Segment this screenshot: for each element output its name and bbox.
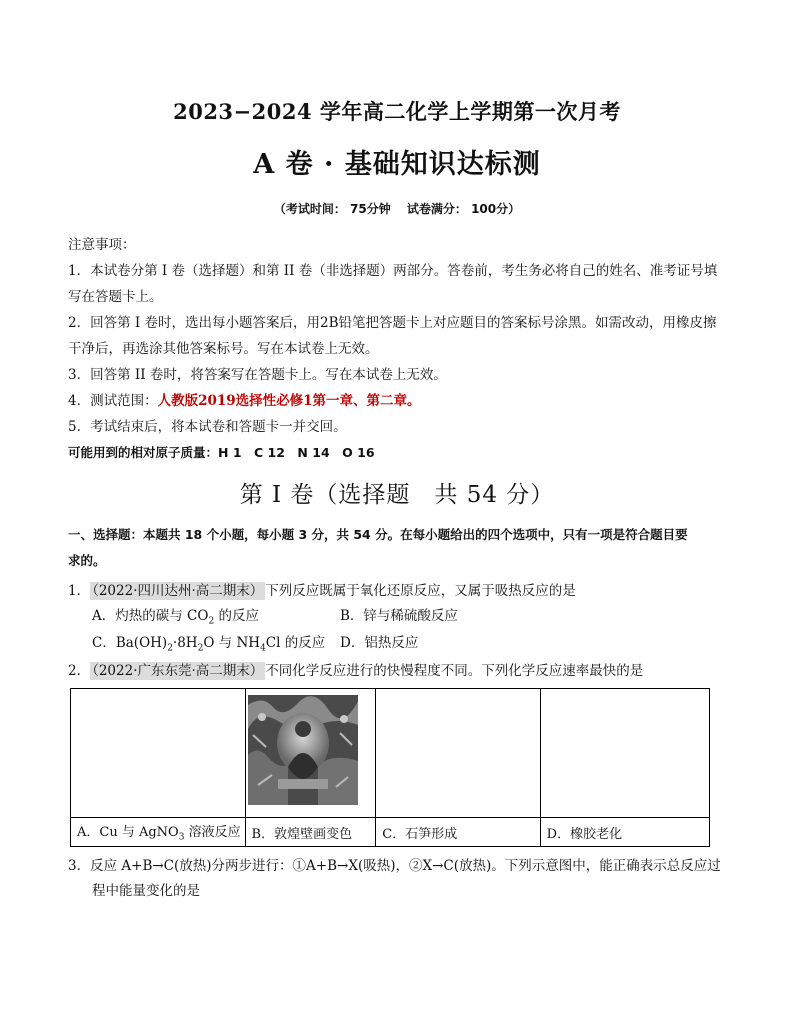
question-1-option-b: B．锌与稀硫酸反应 [340,608,458,624]
q1-c-sub3: 4 [260,643,266,654]
option-b-image-cell [245,689,376,818]
question-2-option-d: D．橡胶老化 [540,818,709,847]
note-5: 5．考试结束后，将本试卷和答题卡一并交回。 [68,419,347,435]
q1-c-end: Cl 的反应 [265,635,326,651]
note-1-line-2: 写在答题卡上。 [68,289,163,305]
q1-c-mid2: O 与 NH [203,635,261,651]
question-2-option-c: C．石笋形成 [376,818,540,847]
section-instructions-line-1: 一、选择题：本题共 18 个小题，每小题 3 分，共 54 分。在每小题给出的四个选项中，只有一项是符合题目要 [68,527,688,542]
question-3-line-1: 3．反应 A+B→C(放热)分两步进行：①A+B→X(吸热)，②X→C(放热)。下列示意图中，能正确表示总反应过 [68,858,721,874]
question-1-text: 下列反应既属于氧化还原反应，又属于吸热反应的是 [265,583,576,599]
atomic-mass-line: 可能用到的相对原子质量：H 1 C 12 N 14 O 16 [68,445,375,460]
question-1-stem [68,578,728,604]
note-2-line-2: 干净后，再选涂其他答案标号。写在本试卷上无效。 [68,341,379,357]
exam-subtitle: A 卷 · 基础知识达标测 [253,149,541,180]
q2-a-text: A．Cu 与 AgNO [77,825,179,841]
note-4 [68,388,728,414]
exam-title: 2023−2024 学年高二化学上学期第一次月考 [173,99,621,124]
option-a-image-cell [71,689,246,818]
q1-c-sub2: 2 [197,643,204,654]
note-4-prefix: 4．测试范围： [68,393,158,409]
option-c-image-cell [376,689,540,818]
question-2-option-a [71,818,246,847]
q1-a-text-end: 的反应 [214,608,259,624]
question-1-option-a [92,604,259,634]
note-1-line-1: 1．本试卷分第 I 卷（选择题）和第 II 卷（非选择题）两部分。答卷前，考生务必将自己的姓名、准考证号填 [68,263,718,279]
question-2-number: 2． [68,663,91,679]
question-1-number: 1． [68,583,91,599]
question-2-option-b: B．敦煌壁画变色 [245,818,376,847]
section-instructions-line-2: 求的。 [68,553,106,568]
section-title: 第 I 卷（选择题 共 54 分） [239,482,555,508]
exam-time-score: （考试时间： 75分钟 试卷满分： 100分） [273,202,521,216]
q2-a-sub: 3 [178,832,185,843]
question-3-line-2: 程中能量变化的是 [92,883,200,899]
dunhuang-mural-image [248,695,358,805]
notes-label: 注意事项： [68,237,136,253]
note-2-line-1: 2．回答第 I 卷时，选出每小题答案后，用2B铅笔把答题卡上对应题目的答案标号涂黑。如需改动，用橡皮擦 [68,315,717,331]
q1-a-sub: 2 [208,616,215,627]
question-1-option-d: D．铝热反应 [340,635,419,651]
q2-a-text-end: 溶液反应 [184,825,241,841]
q1-c-mid: ·8H [172,635,198,651]
option-d-image-cell [540,689,709,818]
q1-c-text: C．Ba(OH) [92,635,168,651]
question-2-options-table [70,688,710,847]
question-2-stem [68,658,728,684]
note-3: 3．回答第 II 卷时，将答案写在答题卡上。写在本试卷上无效。 [68,367,447,383]
question-2-source-tag: （2022·广东东莞·高二期末） [92,663,264,679]
q1-c-sub1: 2 [167,643,173,654]
q1-a-text: A．灼热的碳与 CO [92,608,209,624]
question-1-option-c [92,631,325,661]
question-2-text: 不同化学反应进行的快慢程度不同。下列化学反应速率最快的是 [265,663,644,679]
question-1-source-tag: （2022·四川达州·高二期末） [92,583,264,599]
test-scope: 人教版2019选择性必修1第一章、第二章。 [157,393,421,409]
